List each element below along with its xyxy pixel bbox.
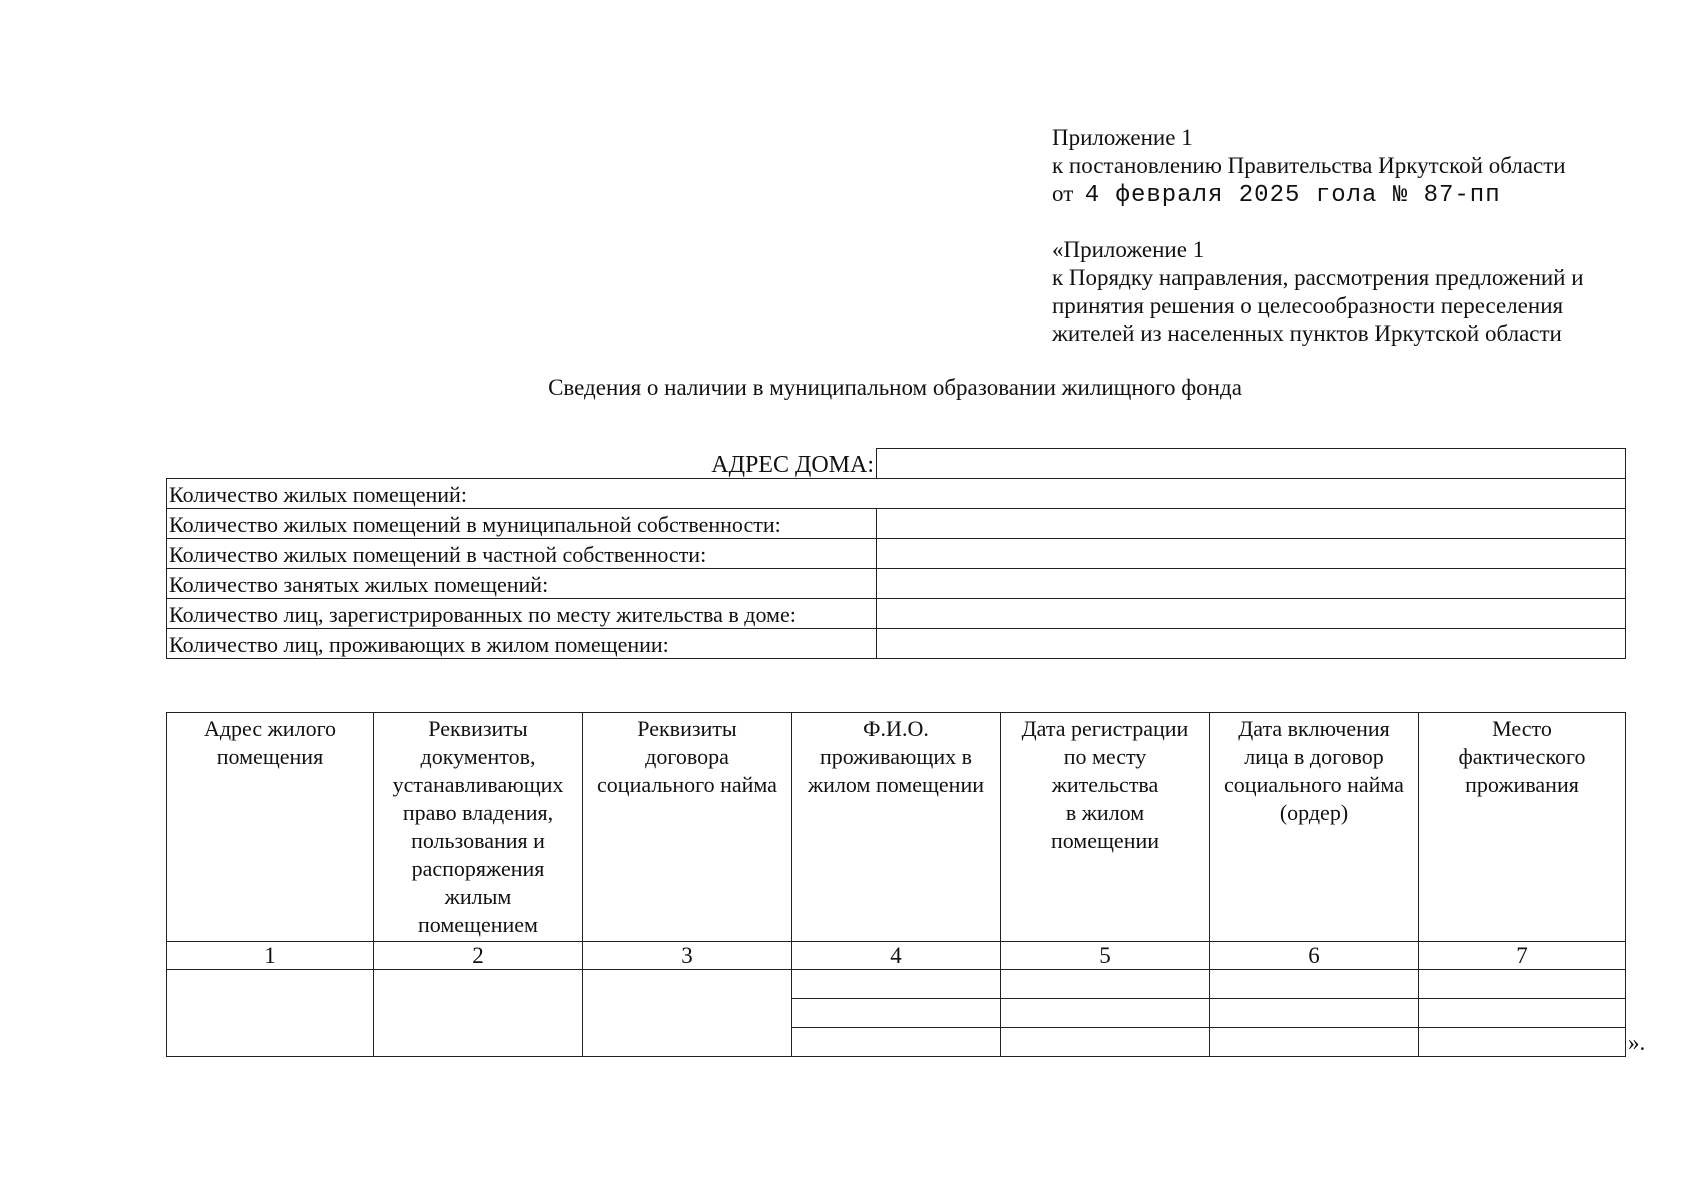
column-header-lease-contract: Реквизиты договора социального найма (583, 713, 792, 942)
housing-summary-table (166, 448, 1626, 659)
summary-row (167, 539, 1626, 569)
summary-row-label: Количество жилых помещений: (167, 479, 1626, 509)
annex-top-line2: к постановлению Правительства Иркутской области (1052, 153, 1566, 178)
actual-residence-cell[interactable] (1419, 970, 1626, 999)
resident-name-cell[interactable] (792, 1028, 1001, 1057)
column-number: 2 (374, 942, 583, 970)
annex-top-date-line (1052, 180, 1566, 210)
summary-row-label: Количество лиц, зарегистрированных по месту жительства в доме: (167, 599, 877, 629)
inclusion-date-cell[interactable] (1210, 999, 1419, 1028)
summary-row (167, 599, 1626, 629)
summary-row (167, 629, 1626, 659)
lease-contract-cell[interactable] (583, 970, 792, 1057)
column-number: 4 (792, 942, 1001, 970)
column-header-address: Адрес жилого помещения (167, 713, 374, 942)
registration-date-cell[interactable] (1001, 970, 1210, 999)
summary-row-label: Количество занятых жилых помещений: (167, 569, 877, 599)
column-number: 3 (583, 942, 792, 970)
residents-header-row (167, 713, 1626, 942)
annex-top-line1: Приложение 1 (1052, 125, 1193, 150)
column-number: 1 (167, 942, 374, 970)
summary-row-label: Количество лиц, проживающих в жилом помещении: (167, 629, 877, 659)
address-row (167, 449, 1626, 479)
ownership-docs-cell[interactable] (374, 970, 583, 1057)
residents-table (166, 712, 1626, 1057)
annex-inner-line1: «Приложение 1 (1052, 237, 1205, 262)
column-header-inclusion-date: Дата включения лица в договор социального найма (ордер) (1210, 713, 1419, 942)
summary-row-label: Количество жилых помещений в муниципальной собственности: (167, 509, 877, 539)
summary-row (167, 509, 1626, 539)
annex-date-prefix: от (1052, 181, 1074, 206)
summary-row (167, 479, 1626, 509)
closing-quote-mark: ». (1628, 1030, 1646, 1055)
address-label: АДРЕС ДОМА: (167, 449, 877, 479)
column-number: 7 (1419, 942, 1626, 970)
summary-value-cell[interactable] (877, 509, 1626, 539)
registration-date-cell[interactable] (1001, 1028, 1210, 1057)
resident-name-cell[interactable] (792, 970, 1001, 999)
summary-row (167, 569, 1626, 599)
annex-top-block (1052, 124, 1566, 210)
summary-value-cell[interactable] (877, 629, 1626, 659)
annex-date-number: 4 февраля 2025 гола № 87-пп (1084, 182, 1501, 209)
column-header-registration-date: Дата регистрации по месту жительства в жилом помещении (1001, 713, 1210, 942)
summary-value-cell[interactable] (877, 539, 1626, 569)
summary-value-cell[interactable] (877, 569, 1626, 599)
summary-value-cell[interactable] (877, 599, 1626, 629)
address-cell[interactable] (167, 970, 374, 1057)
table-row (167, 970, 1626, 999)
column-header-ownership-docs: Реквизиты документов, устанавливающих право владения, пользования и распоряжения жилым помещением (374, 713, 583, 942)
column-header-actual-residence: Место фактического проживания (1419, 713, 1626, 942)
annex-inner-block (1052, 236, 1584, 348)
registration-date-cell[interactable] (1001, 999, 1210, 1028)
column-header-resident-name: Ф.И.О. проживающих в жилом помещении (792, 713, 1001, 942)
inclusion-date-cell[interactable] (1210, 970, 1419, 999)
annex-inner-line2: к Порядку направления, рассмотрения предложений и (1052, 265, 1584, 290)
resident-name-cell[interactable] (792, 999, 1001, 1028)
annex-inner-line4: жителей из населенных пунктов Иркутской области (1052, 321, 1562, 346)
column-number-row (167, 942, 1626, 970)
column-number: 5 (1001, 942, 1210, 970)
summary-row-label: Количество жилых помещений в частной собственности: (167, 539, 877, 569)
actual-residence-cell[interactable] (1419, 999, 1626, 1028)
address-value-cell[interactable] (877, 449, 1626, 479)
annex-inner-line3: принятия решения о целесообразности переселения (1052, 293, 1564, 318)
column-number: 6 (1210, 942, 1419, 970)
actual-residence-cell[interactable] (1419, 1028, 1626, 1057)
document-title: Сведения о наличии в муниципальном образовании жилищного фонда (548, 375, 1242, 400)
inclusion-date-cell[interactable] (1210, 1028, 1419, 1057)
